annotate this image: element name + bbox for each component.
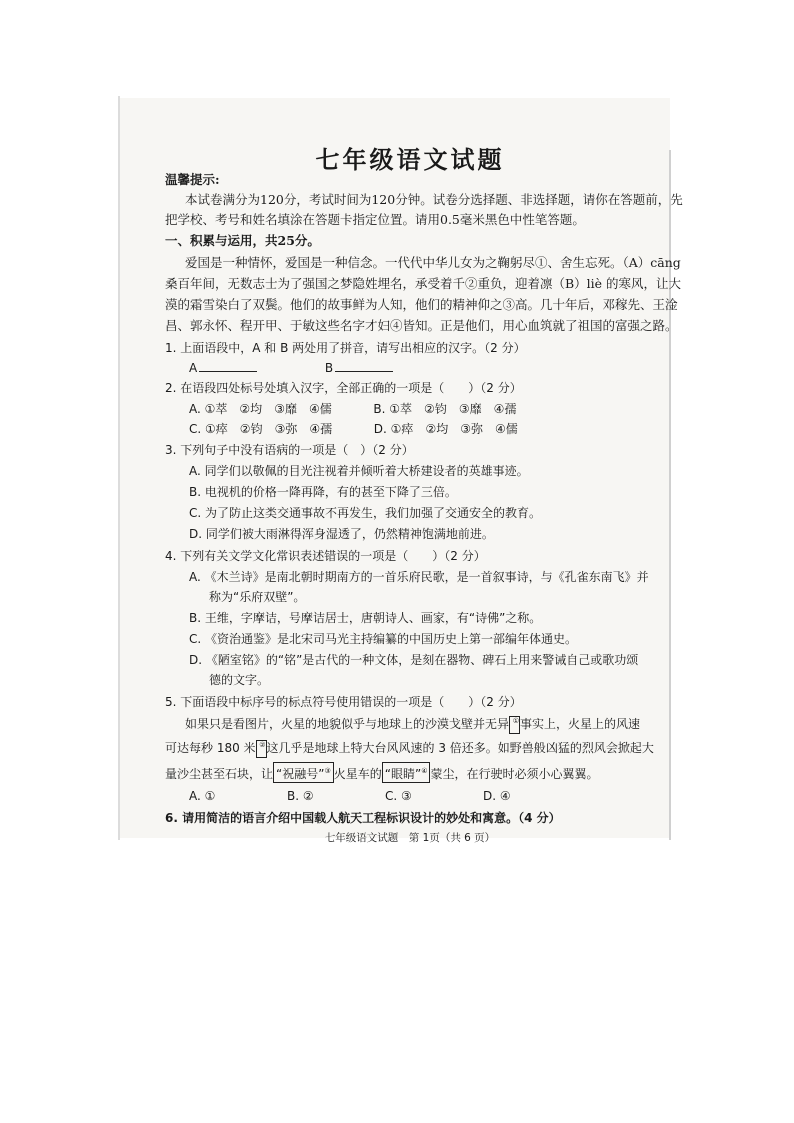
q3-option-c: C. 为了防止这类交通事故不再发生，我们加强了交通安全的教育。 bbox=[189, 506, 542, 520]
question-4: 4. 下列有关文学文化常识表述错误的一项是（ ）（2 分） bbox=[165, 549, 486, 563]
q1-blank-b[interactable] bbox=[335, 358, 393, 372]
q5-option-d: D. ④ bbox=[483, 789, 511, 803]
q5-passage-line: 可达每秒 180 米 ②这几乎是地球上特大台风风速的 3 倍还多。如野兽般凶猛的烈风会掀起大 bbox=[165, 738, 654, 758]
q2-option-c: C. ①瘁 ②钧 ③弥 ④孺 bbox=[189, 422, 333, 436]
q4-option-c: C. 《资治通鉴》是北宋司马光主持编纂的中国历史上第一部编年体通史。 bbox=[189, 632, 578, 646]
tip-heading: 温馨提示: bbox=[165, 172, 220, 187]
question-3: 3. 下列句子中没有语病的一项是（ ）（2 分） bbox=[165, 443, 414, 457]
tip-line: 本试卷满分为120分，考试时间为120分钟。试卷分选择题、非选择题，请你在答题前，先 bbox=[185, 192, 683, 207]
q2-option-row bbox=[189, 419, 518, 439]
passage-line: 桑百年间，无数志士为了强国之梦隐姓埋名，承受着千②重负，迎着凛（B）liè 的寒风，让大 bbox=[165, 276, 682, 291]
q5-option-c: C. ③ bbox=[385, 789, 412, 803]
punct-mark-1: ① bbox=[509, 716, 520, 734]
q1-label-b: B bbox=[324, 361, 334, 375]
q1-blank-a[interactable] bbox=[199, 358, 257, 372]
question-6: 6. 请用简洁的语言介绍中国载人航天工程标识设计的妙处和寓意。（4 分） bbox=[165, 811, 561, 825]
passage-line: 爱国是一种情怀，爱国是一种信念。一代代中华儿女为之鞠躬尽①、舍生忘死。（A）cāng bbox=[185, 255, 681, 270]
q5-option-row bbox=[189, 786, 581, 806]
section-heading: 一、积累与运用，共25分。 bbox=[165, 233, 320, 248]
q2-option-row bbox=[189, 399, 516, 419]
q5-passage-line: 量沙尘甚至石块，让 “祝融号”③ 火星车的 “眼睛”④ 蒙尘，在行驶时必须小心翼翼。 bbox=[165, 762, 598, 784]
q3-option-b: B. 电视机的价格一降再降，有的甚至下降了三倍。 bbox=[189, 485, 457, 499]
q2-option-b: B. ①萃 ②钧 ③靡 ④孺 bbox=[373, 402, 517, 416]
question-2: 2. 在语段四处标号处填入汉字，全部正确的一项是（ ）（2 分） bbox=[165, 381, 522, 395]
q1-label-a: A bbox=[189, 361, 198, 375]
q2-option-a: A. ①萃 ②均 ③靡 ④儒 bbox=[189, 402, 332, 416]
page-title: 七年级语文试题 bbox=[315, 145, 505, 174]
q4-option-a-cont: 称为“乐府双壁”。 bbox=[209, 590, 306, 604]
q5-option-a: A. ① bbox=[189, 789, 216, 803]
punct-mark-3: “祝融号”③ bbox=[273, 762, 334, 783]
tip-line: 把学校、考号和姓名填涂在答题卡指定位置。请用0.5毫米黑色中性笔答题。 bbox=[165, 212, 585, 227]
question-5: 5. 下面语段中标序号的标点符号使用错误的一项是（ ）（2 分） bbox=[165, 695, 522, 709]
q5-passage-line: 如果只是看图片，火星的地貌似乎与地球上的沙漠戈壁并无异 ①事实上，火星上的风速 bbox=[185, 714, 640, 734]
punct-mark-2: ② bbox=[256, 740, 267, 758]
q3-option-d: D. 同学们被大雨淋得浑身湿透了，仍然精神饱满地前进。 bbox=[189, 527, 494, 541]
page-footer: 七年级语文试题 第 1页（共 6 页） bbox=[324, 832, 496, 844]
passage-line: 昌、郭永怀、程开甲、于敏这些名字才妇④皆知。正是他们，用心血筑就了祖国的富强之路。 bbox=[165, 318, 678, 333]
q3-option-a: A. 同学们以敬佩的目光注视着并倾听着大桥建设者的英雄事迹。 bbox=[189, 464, 529, 478]
passage-line: 漠的霜雪染白了双鬓。他们的故事鲜为人知，他们的精神仰之③高。几十年后，邓稼先、王淦 bbox=[165, 297, 678, 312]
q4-option-d: D. 《陋室铭》的“铭”是古代的一种文体，是刻在器物、碑石上用来警诫自己或歌功颂 bbox=[189, 653, 639, 667]
question-1: 1. 上面语段中，A 和 B 两处用了拼音，请写出相应的汉字。（2 分） bbox=[165, 341, 526, 355]
q5-option-b: B. ② bbox=[287, 789, 314, 803]
q4-option-d-cont: 德的文字。 bbox=[209, 673, 270, 687]
q4-option-a: A. 《木兰诗》是南北朝时期南方的一首乐府民歌，是一首叙事诗，与《孔雀东南飞》并 bbox=[189, 570, 649, 584]
q4-option-b: B. 王维，字摩诘，号摩诘居士，唐朝诗人、画家，有“诗佛”之称。 bbox=[189, 611, 542, 625]
punct-mark-4: “眼睛”④ bbox=[382, 762, 431, 783]
q2-option-d: D. ①瘁 ②均 ③弥 ④儒 bbox=[373, 422, 518, 436]
q1-answer-row bbox=[189, 358, 393, 378]
